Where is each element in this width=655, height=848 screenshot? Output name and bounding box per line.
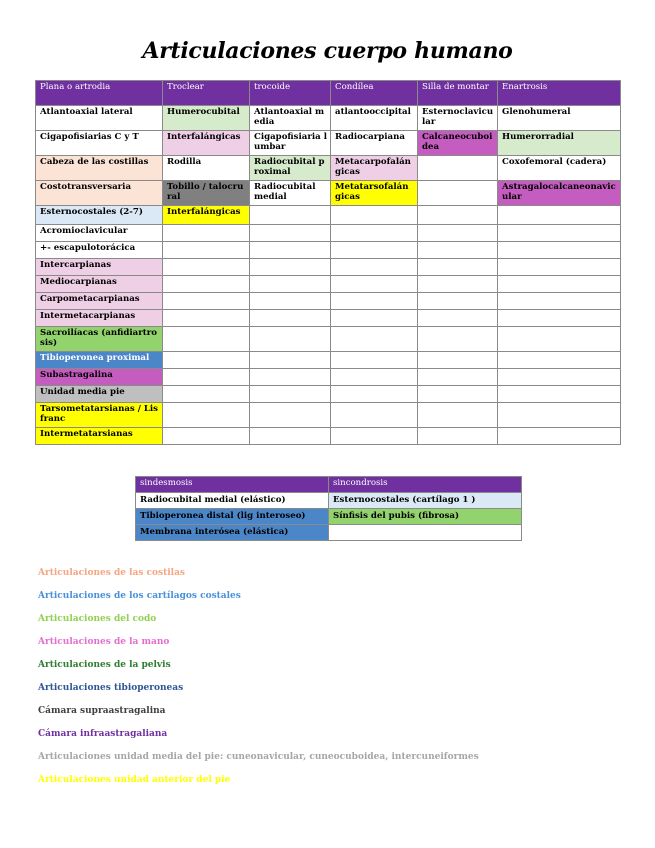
table-row	[36, 293, 621, 310]
table-cell: Intercarpianas	[36, 259, 163, 276]
table-row	[36, 131, 621, 156]
column-header: Condílea	[331, 81, 418, 106]
table-cell: Intermetatarsianas	[36, 428, 163, 445]
table-cell	[498, 403, 621, 428]
legend-item: Articulaciones unidad anterior del pie	[38, 775, 231, 785]
table-row	[136, 525, 522, 541]
table-cell	[418, 206, 498, 225]
table-cell	[250, 369, 331, 386]
table-cell	[331, 276, 418, 293]
table-cell: Atlantoaxial media	[250, 106, 331, 131]
table-cell: Mediocarpianas	[36, 276, 163, 293]
table-cell	[498, 310, 621, 327]
table-cell: Coxofemoral (cadera)	[498, 156, 621, 181]
table-cell: Cigapofisiaria lumbar	[250, 131, 331, 156]
table-cell	[418, 156, 498, 181]
table-cell: Cabeza de las costillas	[36, 156, 163, 181]
articulations-table	[35, 80, 621, 445]
table-cell	[418, 369, 498, 386]
table-cell	[498, 352, 621, 369]
table-header-row	[136, 477, 522, 493]
table-cell: Esternocostales (cartílago 1 )	[329, 493, 522, 509]
table-cell	[418, 428, 498, 445]
legend-item: Articulaciones de las costilas	[38, 568, 185, 578]
table-cell: Tobillo / talocrural	[163, 181, 250, 206]
table-row	[36, 156, 621, 181]
table-cell	[418, 310, 498, 327]
table-cell	[163, 327, 250, 352]
table-cell: Atlantoaxial lateral	[36, 106, 163, 131]
synarthrosis-table	[135, 476, 522, 541]
table-cell: Esternocostales (2-7)	[36, 206, 163, 225]
table-cell: Esternoclavicular	[418, 106, 498, 131]
legend-item: Articulaciones unidad media del pie: cuneonavicular, cuneocuboidea, intercuneiformes	[38, 752, 479, 762]
table-cell: Metatarsofalángicas	[331, 181, 418, 206]
table-cell: Humerocubital	[163, 106, 250, 131]
table-cell	[498, 276, 621, 293]
table-cell	[163, 386, 250, 403]
table-cell: Radiocubital proximal	[250, 156, 331, 181]
table-row	[36, 225, 621, 242]
table-cell	[163, 352, 250, 369]
table-cell: +- escapulotorácica	[36, 242, 163, 259]
table-cell	[250, 242, 331, 259]
table-cell: atlantooccipital	[331, 106, 418, 131]
table-cell	[163, 310, 250, 327]
table-cell	[250, 206, 331, 225]
table-cell	[250, 259, 331, 276]
legend-item: Articulaciones tibioperoneas	[38, 683, 184, 693]
table-row	[36, 259, 621, 276]
table-row	[36, 327, 621, 352]
table-cell	[331, 225, 418, 242]
table-cell	[163, 403, 250, 428]
table-cell	[163, 259, 250, 276]
table-cell	[418, 403, 498, 428]
table-cell	[331, 386, 418, 403]
table-cell: Tibioperonea distal (lig interoseo)	[136, 509, 329, 525]
table-cell	[498, 293, 621, 310]
table-cell	[498, 259, 621, 276]
table-cell: Subastragalina	[36, 369, 163, 386]
table-cell	[498, 225, 621, 242]
table-cell	[250, 310, 331, 327]
table-cell	[331, 310, 418, 327]
table-cell: Rodilla	[163, 156, 250, 181]
table-cell	[418, 327, 498, 352]
table-cell	[418, 386, 498, 403]
table-cell: Tibioperonea proximal	[36, 352, 163, 369]
table-cell	[331, 293, 418, 310]
table-cell	[163, 225, 250, 242]
table-cell: Glenohumeral	[498, 106, 621, 131]
table-cell: Membrana interósea (elástica)	[136, 525, 329, 541]
table-cell: Acromioclavicular	[36, 225, 163, 242]
table-row	[136, 493, 522, 509]
table-cell	[331, 369, 418, 386]
column-header: Troclear	[163, 81, 250, 106]
table-cell	[163, 293, 250, 310]
table-cell	[498, 386, 621, 403]
column-header: sincondrosis	[329, 477, 522, 493]
table-row	[36, 206, 621, 225]
table-cell: Intermetacarpianas	[36, 310, 163, 327]
table-cell: Calcaneocuboidea	[418, 131, 498, 156]
table-row	[36, 428, 621, 445]
table-cell	[418, 242, 498, 259]
table-cell	[250, 428, 331, 445]
column-header: Silla de montar	[418, 81, 498, 106]
table-cell	[498, 369, 621, 386]
table-cell	[250, 352, 331, 369]
table-row	[36, 369, 621, 386]
legend-item: Articulaciones de la mano	[38, 637, 170, 647]
table-cell	[418, 181, 498, 206]
table-cell	[250, 403, 331, 428]
legend-item: Cámara supraastragalina	[38, 706, 166, 716]
table-cell	[331, 428, 418, 445]
table-cell	[163, 428, 250, 445]
column-header: Enartrosis	[498, 81, 621, 106]
table-cell: Radiocarpiana	[331, 131, 418, 156]
table-row	[36, 310, 621, 327]
table-row	[36, 352, 621, 369]
table-row	[36, 276, 621, 293]
column-header: Plana o artrodia	[36, 81, 163, 106]
table-cell: Carpometacarpianas	[36, 293, 163, 310]
table-cell	[250, 293, 331, 310]
table-cell	[250, 386, 331, 403]
table-cell	[498, 428, 621, 445]
table-row	[36, 242, 621, 259]
table-cell: Humerorradial	[498, 131, 621, 156]
table-cell	[163, 369, 250, 386]
table-cell: Interfalángicas	[163, 206, 250, 225]
table-cell	[498, 206, 621, 225]
table-cell: Costotransversaria	[36, 181, 163, 206]
table-cell: Tarsometatarsianas / Lisfranc	[36, 403, 163, 428]
table-row	[36, 386, 621, 403]
table-cell: Unidad media pie	[36, 386, 163, 403]
legend-item: Articulaciones del codo	[38, 614, 157, 624]
table-cell	[331, 352, 418, 369]
table-cell: Sacroilíacas (anfidiartrosis)	[36, 327, 163, 352]
table-cell: Interfalángicas	[163, 131, 250, 156]
column-header: trocoide	[250, 81, 331, 106]
table-cell	[498, 242, 621, 259]
table-row	[36, 403, 621, 428]
table-cell: Astragalocalcaneonavicular	[498, 181, 621, 206]
table-cell	[418, 293, 498, 310]
table-cell	[250, 225, 331, 242]
table-cell	[250, 276, 331, 293]
table-cell	[418, 259, 498, 276]
table-cell	[418, 276, 498, 293]
table-cell	[331, 327, 418, 352]
table-cell: Sínfisis del pubis (fibrosa)	[329, 509, 522, 525]
table-header-row	[36, 81, 621, 106]
column-header: sindesmosis	[136, 477, 329, 493]
table-cell	[331, 242, 418, 259]
legend-item: Cámara infraastragaliana	[38, 729, 168, 739]
table-cell	[498, 327, 621, 352]
table-cell: Radiocubital medial (elástico)	[136, 493, 329, 509]
table-cell	[331, 206, 418, 225]
table-cell	[331, 403, 418, 428]
table-cell	[163, 276, 250, 293]
table-cell	[329, 525, 522, 541]
table-cell	[331, 259, 418, 276]
table-cell	[418, 225, 498, 242]
table-row	[136, 509, 522, 525]
legend-item: Articulaciones de los cartílagos costales	[38, 591, 241, 601]
table-row	[36, 106, 621, 131]
table-cell	[418, 352, 498, 369]
table-cell	[163, 242, 250, 259]
table-cell: Radiocubital medial	[250, 181, 331, 206]
table-cell: Cigapofisiarias C y T	[36, 131, 163, 156]
page-title: Articulaciones cuerpo humano	[142, 38, 513, 64]
legend-item: Articulaciones de la pelvis	[38, 660, 171, 670]
table-row	[36, 181, 621, 206]
table-cell	[250, 327, 331, 352]
table-cell: Metacarpofalángicas	[331, 156, 418, 181]
